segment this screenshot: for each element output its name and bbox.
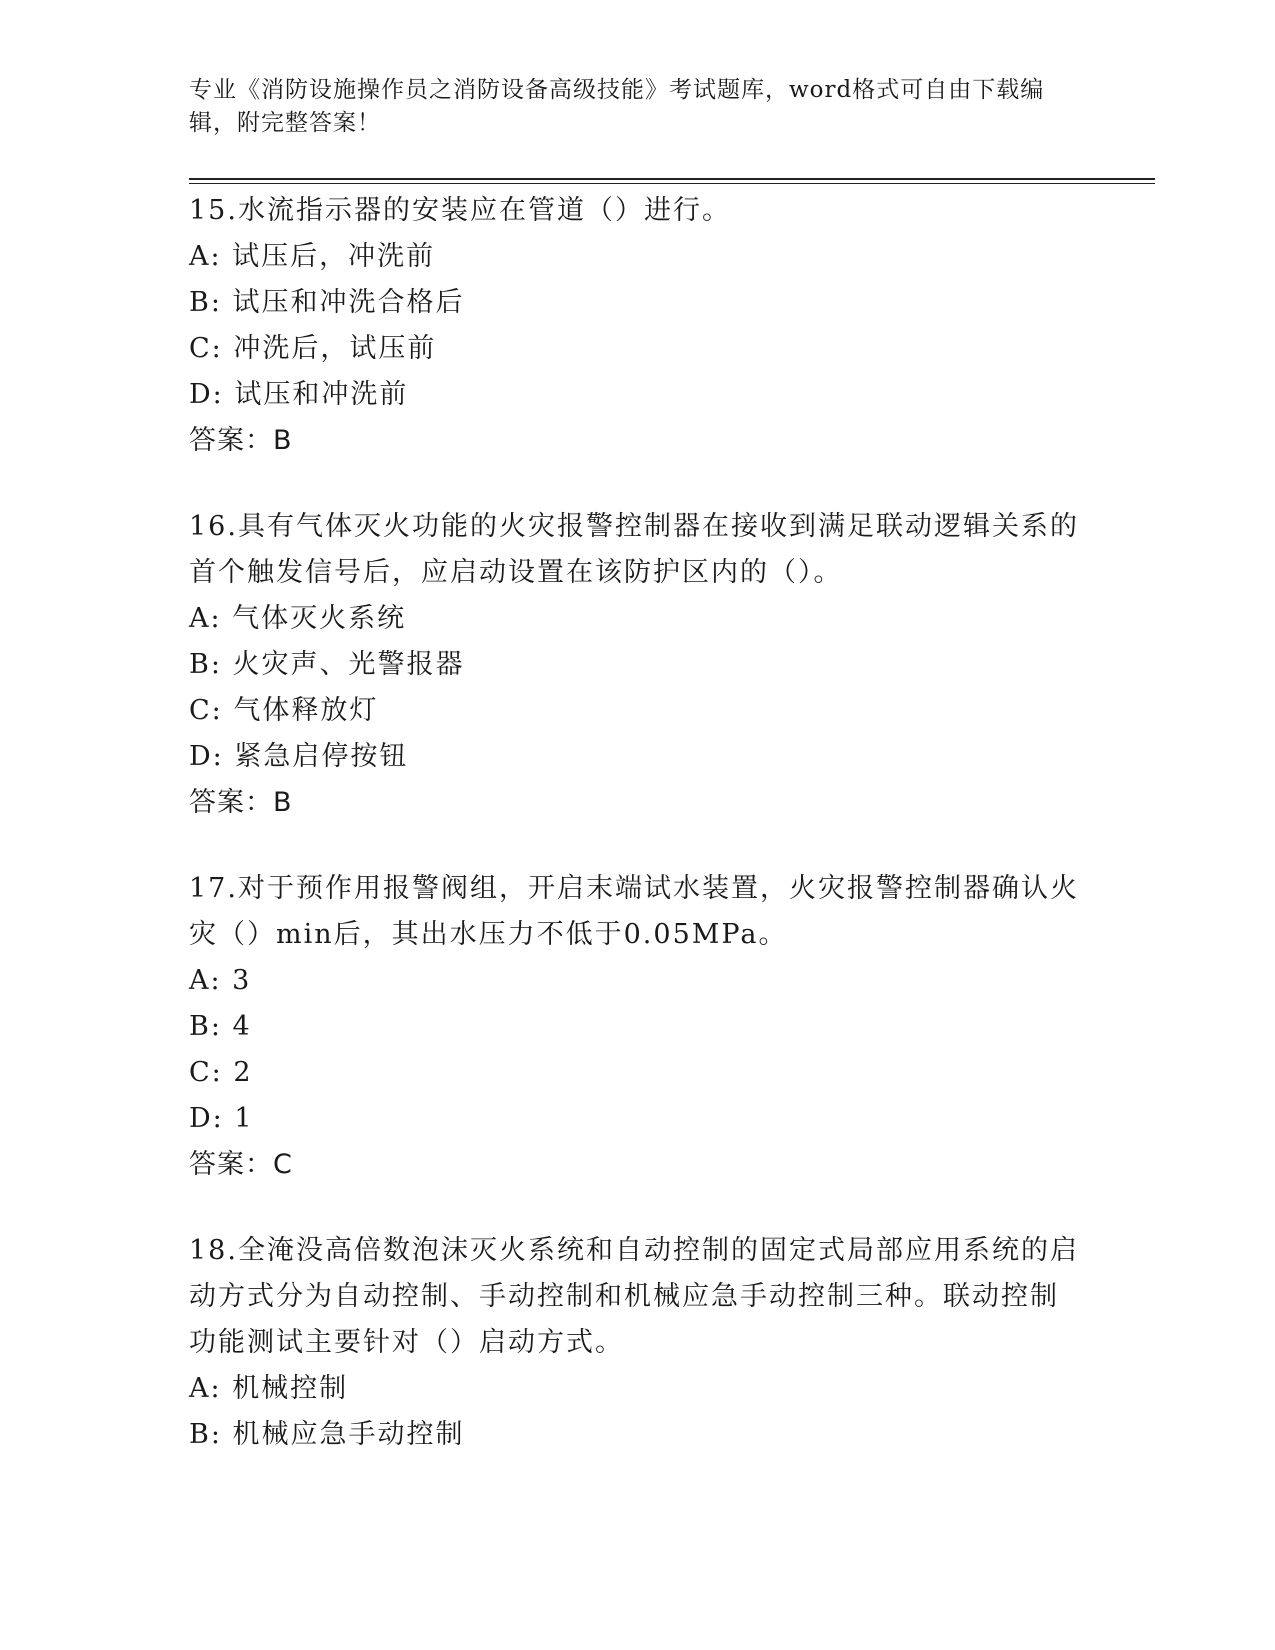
option-b: B: 机械应急手动控制 [189, 1419, 465, 1450]
question-stem-line-2: 动方式分为自动控制、手动控制和机械应急手动控制三种。联动控制 [189, 1281, 1059, 1312]
answer-line: 答案：B [189, 787, 293, 818]
option-b: B: 火灾声、光警报器 [189, 649, 465, 680]
header-divider-thick [189, 178, 1155, 180]
option-a: A: 气体灭火系统 [189, 603, 407, 634]
answer-line: 答案：B [189, 425, 293, 456]
question-15 [189, 188, 1089, 464]
header-line-1: 专业《消防设施操作员之消防设备高级技能》考试题库，word格式可自由下载编 [189, 77, 1045, 103]
option-d: D: 试压和冲洗前 [189, 379, 409, 410]
question-stem-line-2: 灾（）min后，其出水压力不低于0.05MPa。 [189, 919, 788, 950]
option-c: C: 气体释放灯 [189, 695, 379, 726]
question-stem-line-2: 首个触发信号后，应启动设置在该防护区内的（）。 [189, 557, 843, 588]
header-divider-thin [189, 183, 1155, 184]
option-c: C: 2 [189, 1057, 253, 1088]
question-17 [189, 866, 1089, 1188]
option-a: A: 试压后，冲洗前 [189, 241, 436, 272]
option-d: D: 紧急启停按钮 [189, 741, 409, 772]
question-list [189, 188, 1089, 1498]
answer-line: 答案：C [189, 1149, 293, 1180]
question-16 [189, 504, 1089, 826]
option-b: B: 4 [189, 1011, 252, 1042]
option-b: B: 试压和冲洗合格后 [189, 287, 465, 318]
question-stem-line-1: 16.具有气体灭火功能的火灾报警控制器在接收到满足联动逻辑关系的 [189, 511, 1079, 542]
option-d: D: 1 [189, 1103, 254, 1134]
question-stem-line-1: 18.全淹没高倍数泡沫灭火系统和自动控制的固定式局部应用系统的启 [189, 1235, 1079, 1266]
question-stem-line-3: 功能测试主要针对（）启动方式。 [189, 1327, 624, 1358]
option-a: A: 机械控制 [189, 1373, 349, 1404]
option-c: C: 冲洗后，试压前 [189, 333, 437, 364]
document-header [189, 74, 1089, 140]
option-a: A: 3 [189, 965, 252, 996]
header-line-2: 辑，附完整答案！ [189, 110, 381, 136]
question-stem: 15.水流指示器的安装应在管道（）进行。 [189, 195, 731, 226]
question-stem-line-1: 17.对于预作用报警阀组，开启末端试水装置，火灾报警控制器确认火 [189, 873, 1079, 904]
question-18 [189, 1228, 1089, 1458]
